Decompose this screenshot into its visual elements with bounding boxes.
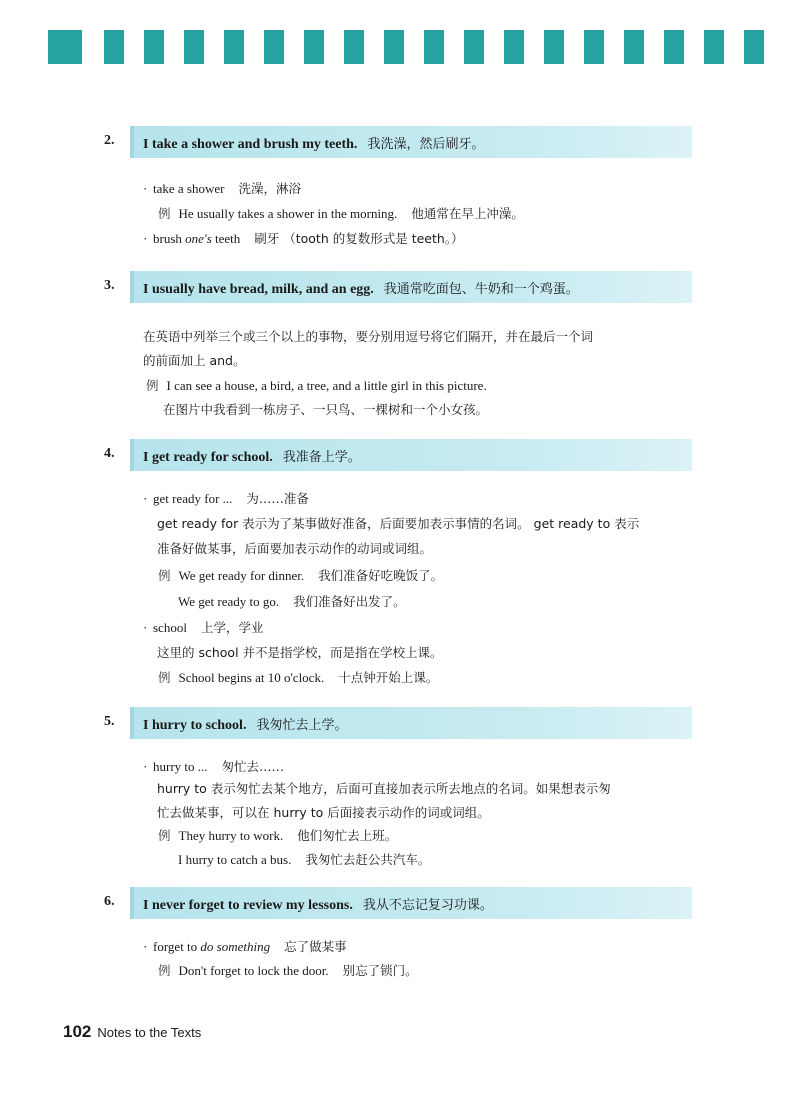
heading-chinese: 我准备上学。 bbox=[282, 450, 361, 465]
phrase-line: · hurry to ... 匆忙去…… bbox=[143, 759, 285, 774]
page-footer bbox=[63, 1022, 201, 1042]
example-line: 例 We get ready for dinner. 我们准备好吃晚饭了。 bbox=[158, 568, 444, 583]
note-number: 3. bbox=[104, 278, 115, 293]
note-number: 5. bbox=[104, 714, 115, 729]
bullet-icon: · bbox=[143, 759, 148, 774]
band-block bbox=[304, 30, 324, 64]
band-block bbox=[504, 30, 524, 64]
note-number: 4. bbox=[104, 446, 115, 461]
explanation-line: hurry to 表示匆忙去某个地方，后面可直接加表示所去地点的名词。如果想表示匆 bbox=[157, 781, 611, 796]
top-decoration-band bbox=[0, 30, 800, 64]
example-line: 例 Don't forget to lock the door. 别忘了锁门。 bbox=[158, 963, 418, 978]
example-marker: 例 bbox=[158, 206, 171, 221]
note-heading bbox=[143, 894, 493, 914]
heading-english: I get ready for school. bbox=[143, 450, 273, 465]
phrase-line: · brush one's teeth 刷牙 （tooth 的复数形式是 teeth。） bbox=[143, 231, 464, 246]
explanation-line: 的前面加上 and。 bbox=[143, 353, 246, 368]
band-block bbox=[704, 30, 724, 64]
heading-english: I usually have bread, milk, and an egg. bbox=[143, 282, 374, 297]
band-block bbox=[544, 30, 564, 64]
note-number: 6. bbox=[104, 894, 115, 909]
example-line: We get ready to go. 我们准备好出发了。 bbox=[178, 594, 406, 609]
band-block bbox=[424, 30, 444, 64]
heading-chinese: 我从不忘记复习功课。 bbox=[362, 898, 493, 913]
band-block bbox=[624, 30, 644, 64]
example-line: 例 I can see a house, a bird, a tree, and a little girl in this picture. bbox=[146, 378, 487, 393]
band-block bbox=[184, 30, 204, 64]
heading-chinese: 我匆忙去上学。 bbox=[256, 718, 348, 733]
heading-english: I take a shower and brush my teeth. bbox=[143, 137, 358, 152]
note-heading bbox=[143, 133, 484, 153]
heading-chinese: 我通常吃面包、牛奶和一个鸡蛋。 bbox=[383, 282, 579, 297]
phrase-line: · take a shower 洗澡，淋浴 bbox=[143, 181, 301, 196]
example-marker: 例 bbox=[146, 378, 159, 393]
note-heading bbox=[143, 714, 347, 734]
example-line: 例 School begins at 10 o'clock. 十点钟开始上课。 bbox=[158, 670, 439, 685]
phrase-line: · school 上学，学业 bbox=[143, 620, 264, 635]
heading-english: I hurry to school. bbox=[143, 718, 247, 733]
note-heading bbox=[143, 446, 361, 466]
band-block bbox=[104, 30, 124, 64]
explanation-line: 在英语中列举三个或三个以上的事物，要分别用逗号将它们隔开，并在最后一个词 bbox=[143, 329, 594, 344]
example-line: I hurry to catch a bus. 我匆忙去赶公共汽车。 bbox=[178, 852, 431, 867]
explanation-line: 忙去做某事，可以在 hurry to 后面接表示动作的词或词组。 bbox=[157, 805, 490, 820]
band-block bbox=[224, 30, 244, 64]
explanation-line: 这里的 school 并不是指学校，而是指在学校上课。 bbox=[157, 645, 443, 660]
example-marker: 例 bbox=[158, 568, 171, 583]
band-block bbox=[664, 30, 684, 64]
band-block bbox=[48, 30, 82, 64]
note-heading bbox=[143, 278, 579, 298]
band-block bbox=[344, 30, 364, 64]
band-block bbox=[384, 30, 404, 64]
bullet-icon: · bbox=[143, 939, 148, 954]
note-number: 2. bbox=[104, 133, 115, 148]
heading-english: I never forget to review my lessons. bbox=[143, 898, 353, 913]
band-block bbox=[144, 30, 164, 64]
bullet-icon: · bbox=[143, 231, 148, 246]
example-line: 例 He usually takes a shower in the morning. 他通常在早上冲澡。 bbox=[158, 206, 524, 221]
bullet-icon: · bbox=[143, 491, 148, 506]
band-block bbox=[744, 30, 764, 64]
footer-title: Notes to the Texts bbox=[97, 1025, 202, 1040]
example-marker: 例 bbox=[158, 670, 171, 685]
band-block bbox=[584, 30, 604, 64]
phrase-line: · get ready for ... 为……准备 bbox=[143, 491, 309, 506]
translation-line: 在图片中我看到一栋房子、一只鸟、一棵树和一个小女孩。 bbox=[163, 402, 489, 417]
explanation-line: get ready for 表示为了某事做好准备，后面要加表示事情的名词。 get ready to 表示 bbox=[157, 516, 640, 531]
example-marker: 例 bbox=[158, 963, 171, 978]
heading-chinese: 我洗澡，然后刷牙。 bbox=[367, 137, 485, 152]
band-block bbox=[264, 30, 284, 64]
page-number: 102 bbox=[63, 1022, 92, 1041]
band-block bbox=[464, 30, 484, 64]
phrase-line: · forget to do something 忘了做某事 bbox=[143, 939, 347, 954]
bullet-icon: · bbox=[143, 181, 148, 196]
explanation-line: 准备好做某事，后面要加表示动作的动词或词组。 bbox=[157, 541, 433, 556]
example-marker: 例 bbox=[158, 828, 171, 843]
bullet-icon: · bbox=[143, 620, 148, 635]
example-line: 例 They hurry to work. 他们匆忙去上班。 bbox=[158, 828, 398, 843]
